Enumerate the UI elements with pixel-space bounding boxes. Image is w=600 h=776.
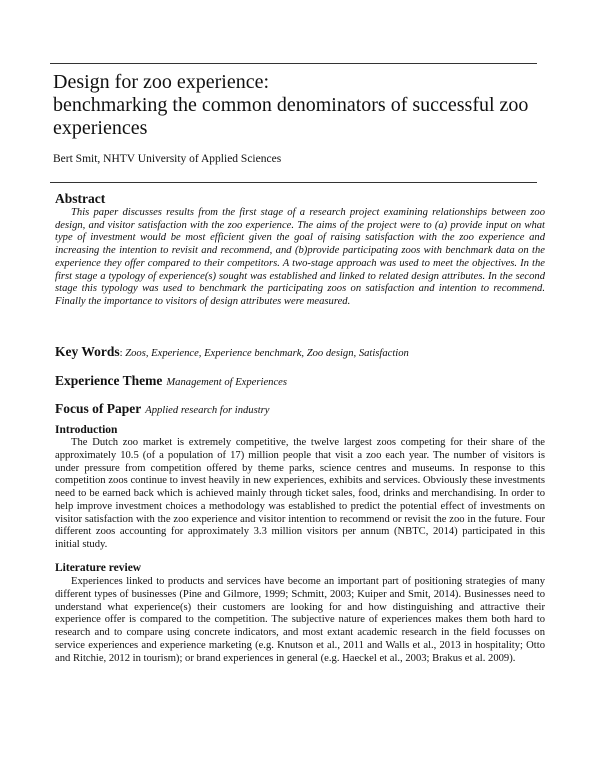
theme-heading: Experience Theme [55,373,163,388]
title-line-2: benchmarking the common denominators of successful zoo [53,94,529,116]
author-line: Bert Smit, NHTV University of Applied Sciences [53,153,282,165]
introduction-text: The Dutch zoo market is extremely competitive, the twelve largest zoos competing for their share of the approximately 10.5 (of a population of 17) million people that visit a zoo each year. The number of visitors is under pressure from competition offered by theme parks, science centres and museums. In response to this competition zoos continue to invest heavily in new experiences, exhibits and services. Obviously these investments need to be earned back which is achieved mainly through ticket sales, food, drinks and merchandising. In order to help improve investment choices a methodology was established to predict the potential effect of investments on visitor satisfaction with the zoo experience and visitor intention to recommend or revisit the zoo in the future. Four different zoos accounting for approximately 3.3 million visitors per annum (NBTC, 2014) participated in this initial study. [55,437,545,550]
introduction-heading: Introduction [55,424,118,436]
section-rule [50,182,537,183]
keywords-separator: : [119,348,126,359]
keywords-value: Zoos, Experience, Experience benchmark, Zoo design, Satisfaction [125,348,409,359]
title-line-1: Design for zoo experience: [53,71,270,93]
paper-title [53,71,553,140]
focus-line [55,400,270,418]
focus-heading: Focus of Paper [55,401,142,416]
top-rule [50,63,537,64]
keywords-heading: Key Words [55,344,120,359]
abstract-heading: Abstract [55,191,106,206]
theme-value: Management of Experiences [166,377,287,388]
theme-line [55,372,287,390]
literature-heading: Literature review [55,562,142,574]
keywords-line [55,343,409,361]
title-line-3: experiences [53,117,148,139]
abstract-text: This paper discusses results from the first stage of a research project examining relationships between zoo design, and visitor satisfaction with the zoo experience. The aims of the project were to (a) provide input on what type of investment would be most efficient given the goal of raising satisfaction with the zoo experience and increasing the intention to revisit and recommend, and (b)provide participating zoos with benchmark data on the experience they offer compared to their competitors. A two-stage approach was used to meet the objectives. In the first stage a typology of experience(s) sought was established and linked to related design attributes. In the second stage this typology was used to benchmark the participating zoos on satisfaction and intention to recommend. Finally the importance to visitors of design attributes were measured. [55,207,545,307]
literature-text: Experiences linked to products and services have become an important part of positioning strategies of many different types of businesses (Pine and Gilmore, 1999; Schmitt, 2003; Kuiper and Smit, 2014). Businesses need to understand what experience(s) their customers are looking for and how distinguishing and attractive their experience offer is compared to the competition. The subjective nature of experiences makes them both hard to research and to compare using concrete indicators, and most extant academic research in the field focusses on service experiences and experience marketing (e.g. Knutson et al., 2011 and Walls et al., 2013 in hospitality; Otto and Ritchie, 2012 in tourism); or brand experiences in general (e.g. Haeckel et al., 2003; Brakus et al. 2009). [55,576,545,664]
focus-value: Applied research for industry [145,405,270,416]
